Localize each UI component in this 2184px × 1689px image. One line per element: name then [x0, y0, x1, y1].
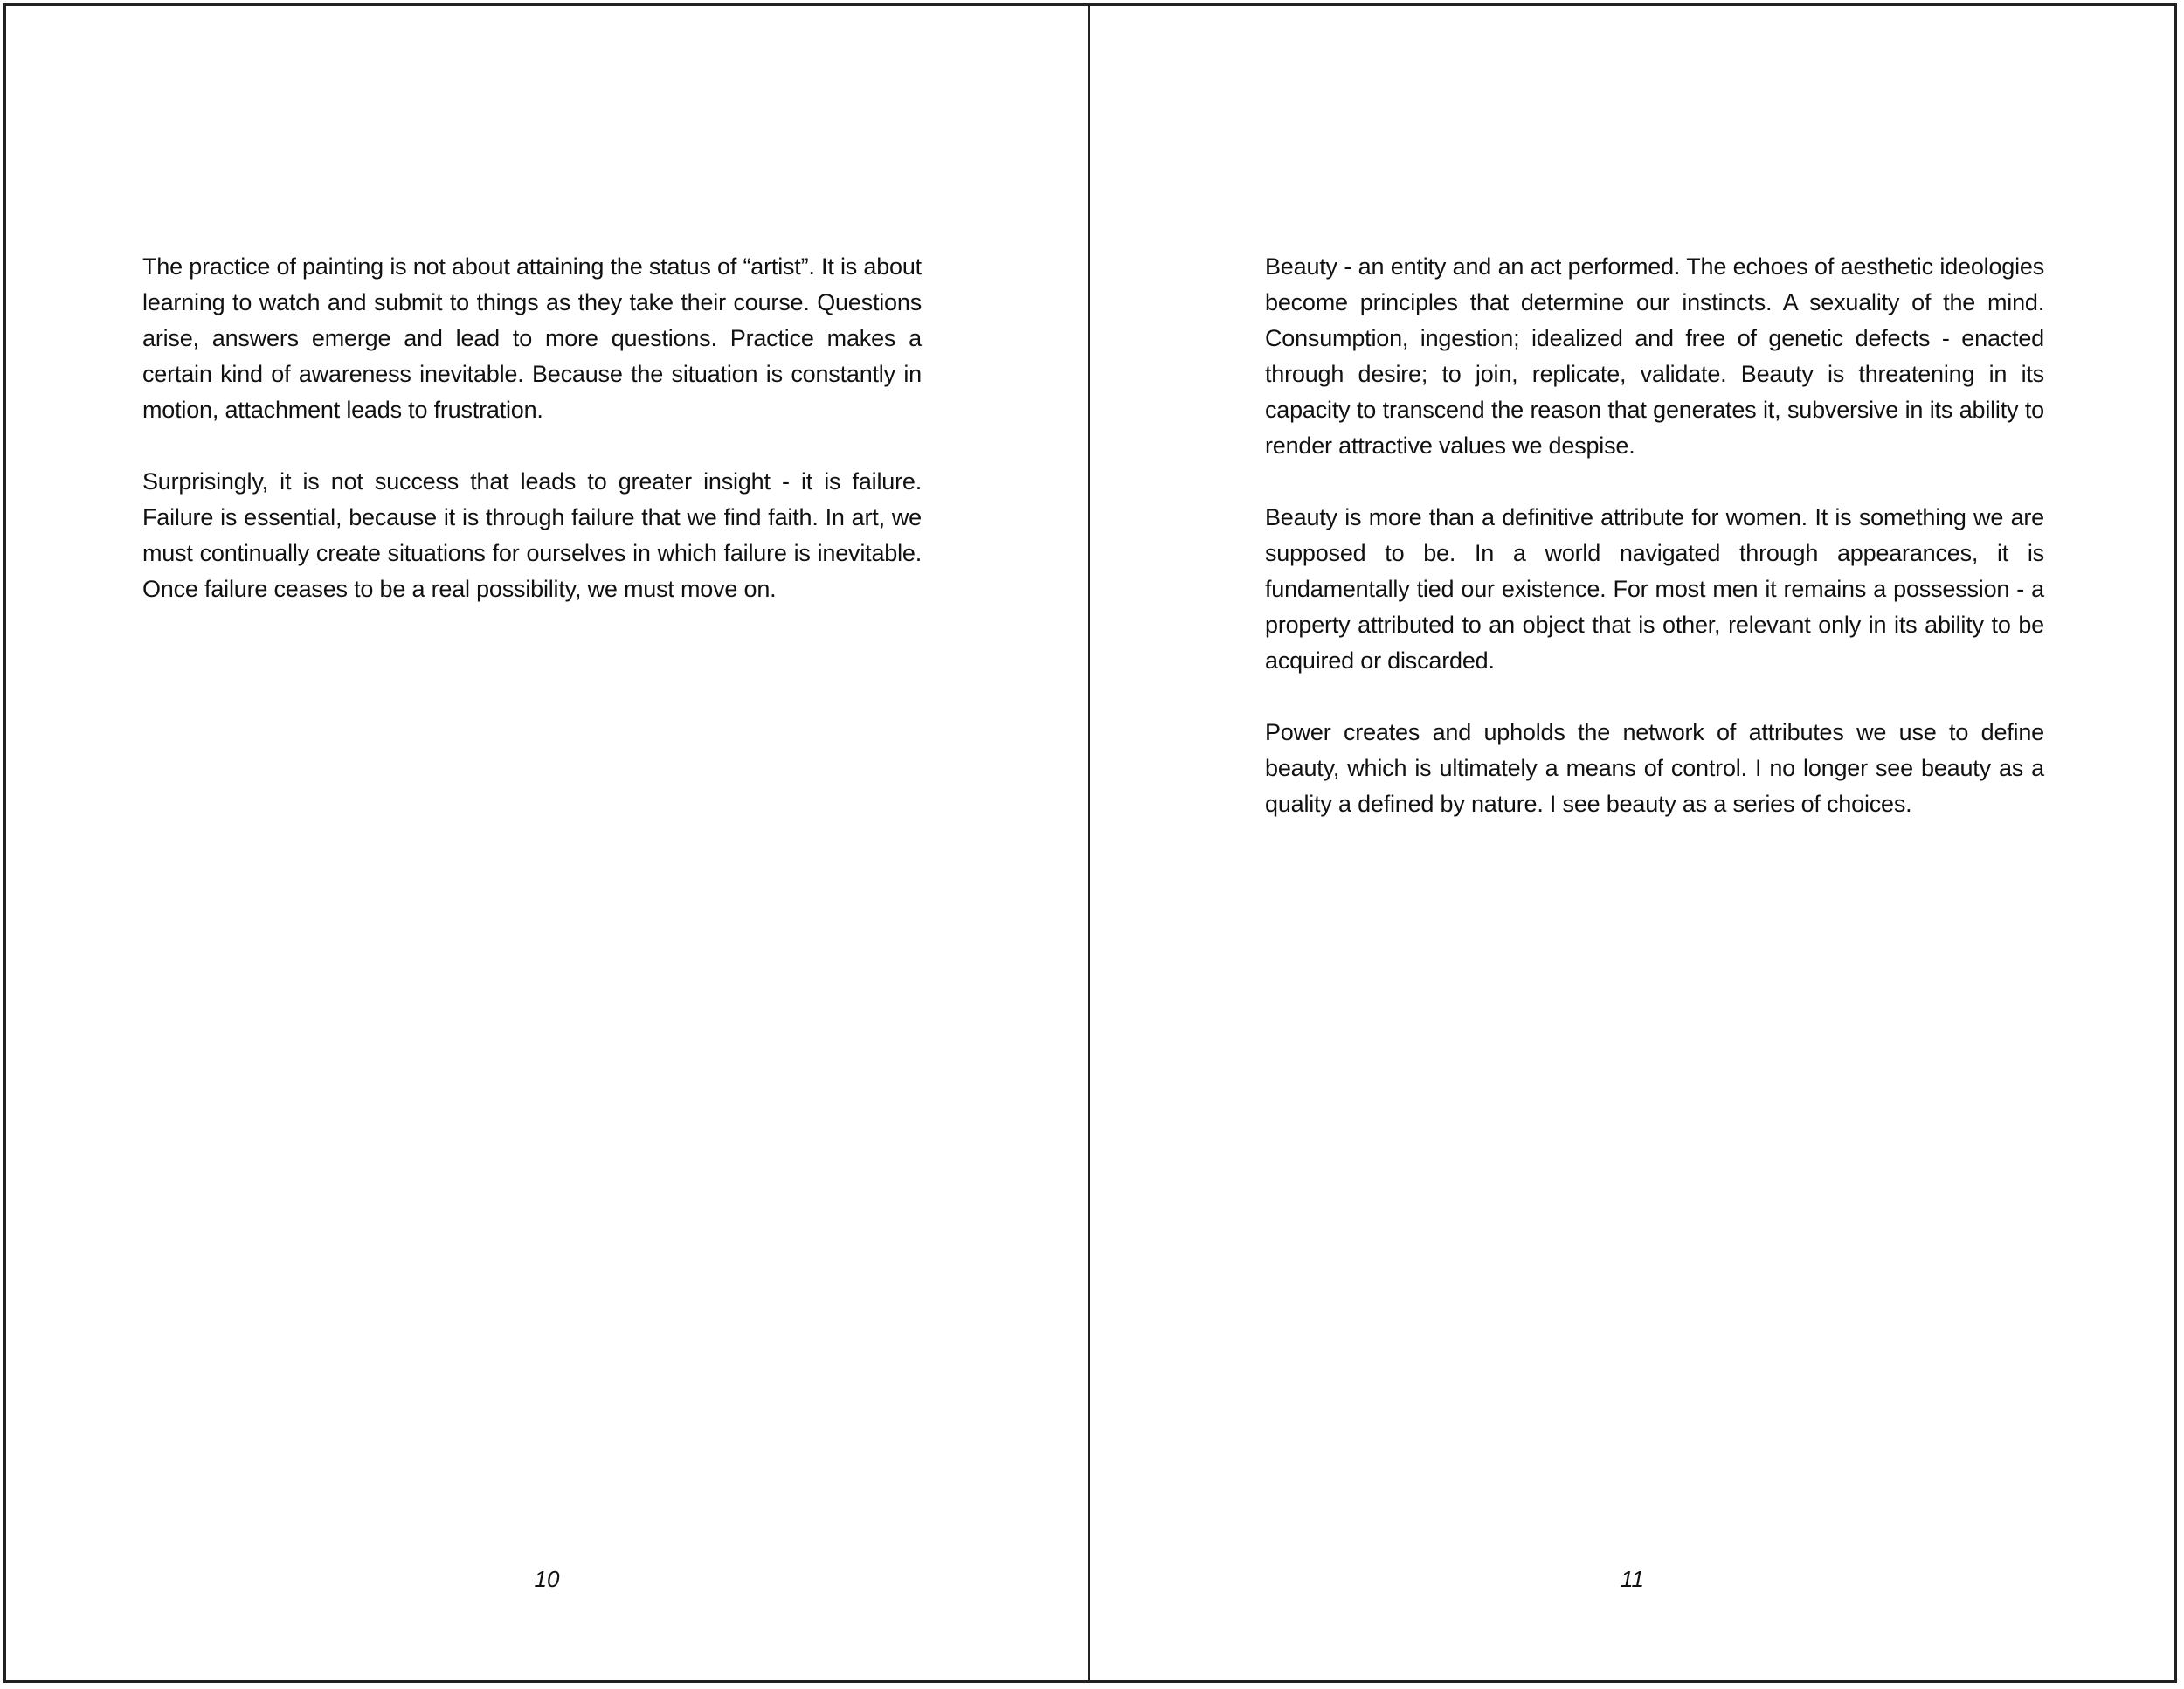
right-page — [1090, 6, 2174, 1680]
page-number: 10 — [534, 1566, 560, 1592]
left-page — [6, 6, 1090, 1680]
paragraph: Beauty is more than a definitive attribute for women. It is something we are supposed to be. In a world navigated through appearances, it is fundamentally tied our existence. For most men it remains a possession - a property attributed to an object that is other, relevant only in its ability to be acquired or discarded. — [1265, 504, 2044, 674]
paragraph: Power creates and upholds the network of attributes we use to define beauty, which is ultimately a means of control. I no longer see beauty as a quality a defined by nature. I see beauty as a series of choices. — [1265, 719, 2044, 817]
page-number: 11 — [1621, 1566, 1644, 1592]
paragraph: The practice of painting is not about attaining the status of “artist”. It is about learning to watch and submit to things as they take their course. Questions arise, answers emerge and lead to more questions. Practice makes a certain kind of awareness inevitable. Because the situation is constantly in motion, attachment leads to frustration. — [142, 253, 922, 423]
left-page-text — [142, 249, 922, 643]
paragraph: Beauty - an entity and an act performed. The echoes of aesthetic ideologies become principles that determine our instincts. A sexuality of the mind. Consumption, ingestion; idealized and free of genetic defects - enacted through desire; to join, replicate, validate. Beauty is threatening in its capacity to transcend the reason that generates it, subversive in its ability to render attractive values we despise. — [1265, 253, 2044, 459]
paragraph: Surprisingly, it is not success that leads to greater insight - it is failure. Failure is essential, because it is through failure that we find faith. In art, we must continually create situations for ourselves in which failure is inevitable. Once failure ceases to be a real possibility, we must move on. — [142, 468, 922, 602]
right-page-text — [1265, 249, 2044, 858]
book-spread — [3, 3, 2177, 1683]
